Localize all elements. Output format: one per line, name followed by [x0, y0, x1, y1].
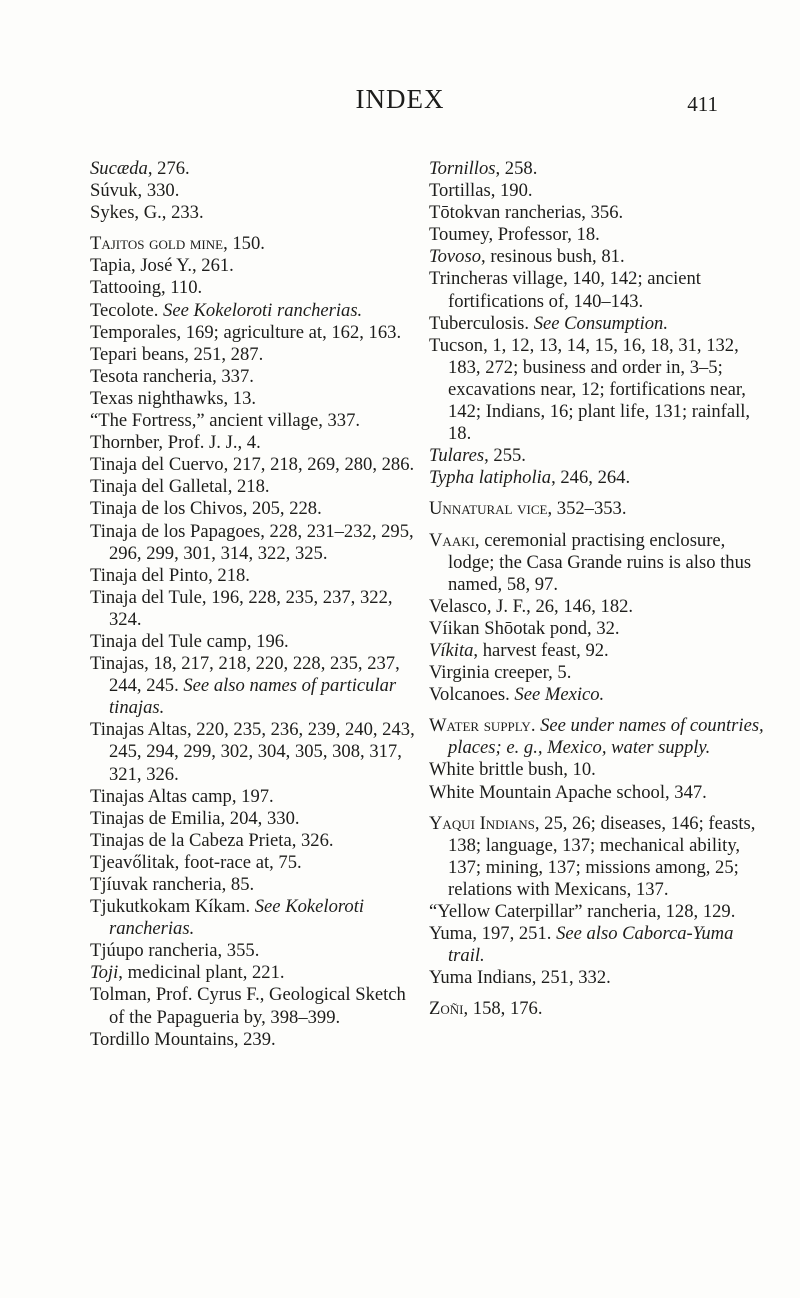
- index-entry: Toji, medicinal plant, 221.: [90, 962, 285, 984]
- index-entry: Tinaja del Cuervo, 217, 218, 269, 280, 286.: [90, 454, 415, 476]
- index-entry: Tinaja del Tule camp, 196.: [90, 630, 289, 652]
- index-entry: White Mountain Apache school, 347.: [429, 781, 707, 803]
- index-entry: Tinajas de la Cabeza Prieta, 326.: [90, 829, 334, 851]
- index-entry: Velasco, J. F., 26, 146, 182.: [429, 595, 634, 617]
- index-entry: Toumey, Professor, 18.: [429, 224, 600, 246]
- index-entry: Unnatural vice, 352–353.: [429, 498, 627, 520]
- index-entry: Tinajas Altas camp, 197.: [90, 785, 274, 807]
- index-entry: Tortillas, 190.: [429, 180, 533, 202]
- index-entry: Tjukutkokam Kíkam. See Kokeloroti rancherias.: [90, 896, 365, 940]
- index-entry: Tjíuvak rancheria, 85.: [90, 874, 255, 895]
- index-entry: “Yellow Caterpillar” rancheria, 128, 129.: [429, 901, 736, 922]
- index-entry: Tulares, 255.: [429, 445, 526, 467]
- index-entry: Víkita, harvest feast, 92.: [429, 639, 609, 661]
- index-entry: Tordillo Mountains, 239.: [90, 1028, 276, 1050]
- index-column-right: [429, 158, 767, 1020]
- index-entry: Súvuk, 330.: [90, 180, 180, 202]
- index-entry: Tinajas, 18, 217, 218, 220, 228, 235, 237, 244, 245. See also names of particular tinajas.: [90, 653, 400, 719]
- index-entry: Thornber, Prof. J. J., 4.: [90, 432, 261, 454]
- index-entry: Sucæda, 276.: [90, 158, 190, 179]
- page-header: [0, 84, 800, 124]
- index-entry: Vaaki, ceremonial practising enclosure, lodge; the Casa Grande ruins is also thus named, 58, 97.: [429, 529, 752, 595]
- index-entry: Tōtokvan rancherias, 356.: [429, 202, 624, 224]
- index-entry: Tepari beans, 251, 287.: [90, 343, 264, 365]
- index-entry: Tinaja del Galletal, 218.: [90, 476, 270, 498]
- index-entry: Tinaja del Pinto, 218.: [90, 564, 250, 586]
- index-entry: Tolman, Prof. Cyrus F., Geological Sketch of the Papagueria by, 398–399.: [90, 984, 406, 1028]
- index-entry: Tovoso, resinous bush, 81.: [429, 246, 625, 268]
- page-number: 411: [687, 92, 718, 116]
- index-entry: Zoñi, 158, 176.: [429, 998, 543, 1020]
- index-entry: Tajitos gold mine, 150.: [90, 233, 265, 255]
- page-title: INDEX: [355, 84, 445, 114]
- index-entry: White brittle bush, 10.: [429, 759, 596, 781]
- index-entry: Texas nighthawks, 13.: [90, 387, 257, 409]
- index-entry: Tucson, 1, 12, 13, 14, 15, 16, 18, 31, 132, 183, 272; business and order in, 3–5; excavations near, 12; fortifications near, 142; Indians, 16; plant life, 131; rainfall, 18.: [429, 334, 751, 445]
- index-entry: Tinaja del Tule, 196, 228, 235, 237, 322, 324.: [90, 586, 393, 630]
- index-entry: Tattooing, 110.: [90, 277, 203, 299]
- index-entry: Yuma Indians, 251, 332.: [429, 967, 611, 989]
- index-entry: Temporales, 169; agriculture at, 162, 163.: [90, 321, 402, 343]
- index-entry: Víikan Shōotak pond, 32.: [429, 617, 620, 639]
- index-entry: Typha latipholia, 246, 264.: [429, 467, 631, 489]
- index-entry: Tjeavőlitak, foot-race at, 75.: [90, 851, 302, 873]
- index-entry: Yuma, 197, 251. See also Caborca-Yuma trail.: [429, 923, 734, 967]
- index-entry: “The Fortress,” ancient village, 337.: [90, 410, 361, 432]
- index-entry: Tornillos, 258.: [429, 158, 538, 179]
- index-entry: Tesota rancheria, 337.: [90, 365, 254, 387]
- index-entry: Tinaja de los Papagoes, 228, 231–232, 295, 296, 299, 301, 314, 322, 325.: [90, 520, 414, 564]
- index-entry: Tinaja de los Chivos, 205, 228.: [90, 498, 322, 520]
- index-entry: Tinajas Altas, 220, 235, 236, 239, 240, 243, 245, 294, 299, 302, 304, 305, 308, 317, 321, 326.: [90, 719, 415, 785]
- index-column-left: [90, 158, 420, 1051]
- index-entry: Tjúupo rancheria, 355.: [90, 940, 260, 962]
- index-entry: Sykes, G., 233.: [90, 202, 204, 224]
- index-entry: Yaqui Indians, 25, 26; diseases, 146; feasts, 138; language, 137; mechanical ability, 137; mining, 137; missions among, 25; relations with Mexicans, 137.: [429, 812, 756, 900]
- index-entry: Tecolote. See Kokeloroti rancherias.: [90, 299, 363, 321]
- index-entry: Volcanoes. See Mexico.: [429, 684, 605, 706]
- index-entry: Tuberculosis. See Consumption.: [429, 312, 668, 334]
- index-entry: Trincheras village, 140, 142; ancient fortifications of, 140–143.: [429, 268, 701, 312]
- index-entry: Tinajas de Emilia, 204, 330.: [90, 807, 300, 829]
- index-entry: Water supply. See under names of countries, places; e. g., Mexico, water supply.: [429, 715, 764, 759]
- index-entry: Virginia creeper, 5.: [429, 662, 572, 684]
- index-entry: Tapia, José Y., 261.: [90, 255, 234, 277]
